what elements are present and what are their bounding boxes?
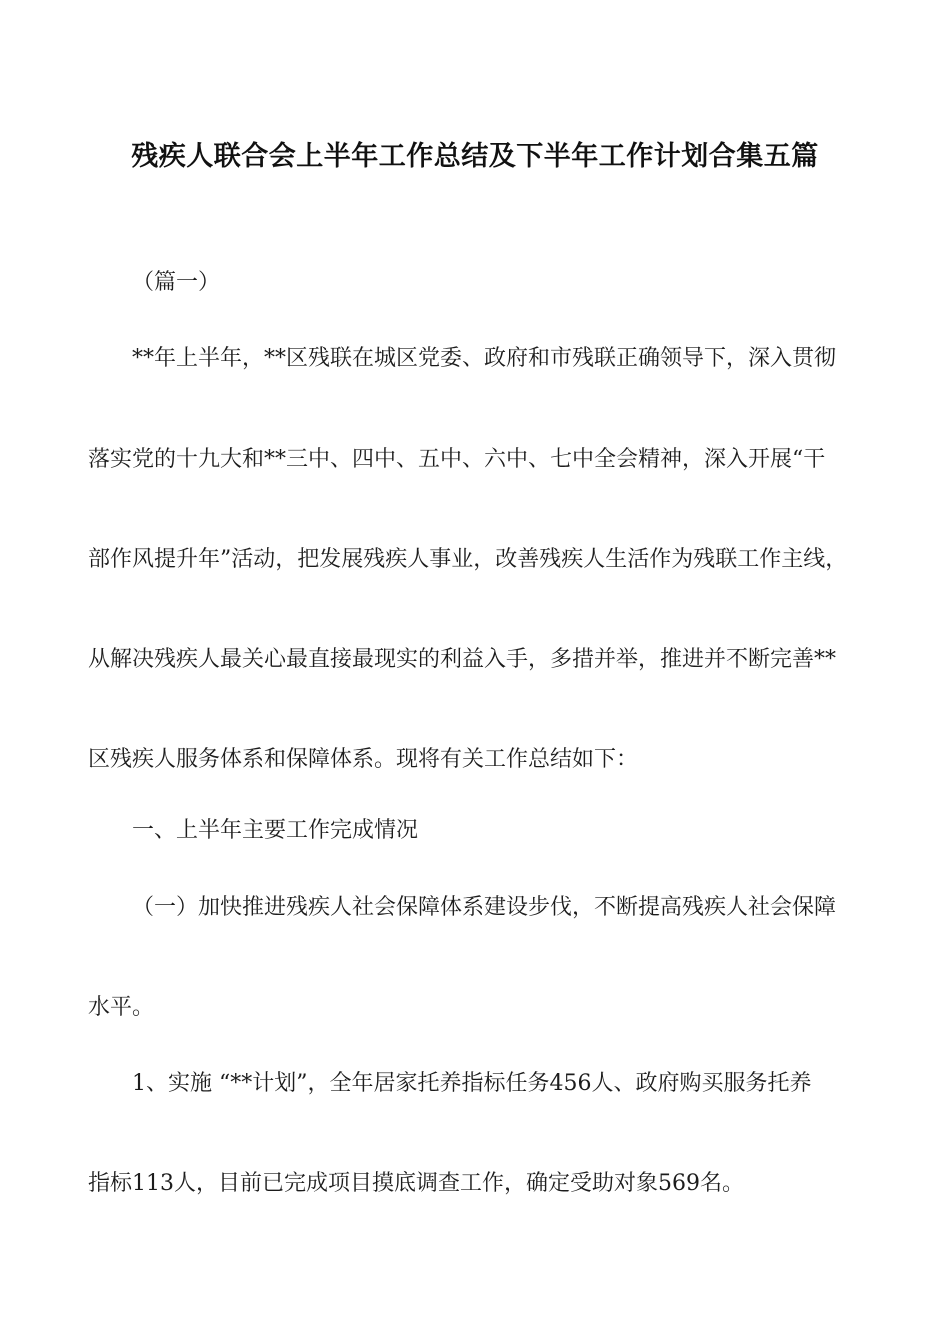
- list-item-line: 指标113人，目前已完成项目摸底调查工作，确定受助对象569名。: [88, 1171, 744, 1196]
- document-title: 残疾人联合会上半年工作总结及下半年工作计划合集五篇: [131, 141, 819, 172]
- paragraph-line: 部作风提升年”活动，把发展残疾人事业，改善残疾人生活作为残联工作主线，: [88, 547, 848, 572]
- subsection-heading-continued: 水平。: [88, 995, 155, 1020]
- list-item-line: 1、实施 “**计划”，全年居家托养指标任务456人、政府购买服务托养: [132, 1071, 812, 1096]
- paragraph-line: **年上半年，**区残联在城区党委、政府和市残联正确领导下，深入贯彻: [132, 346, 837, 371]
- section-label: （篇一）: [132, 270, 221, 295]
- paragraph-line: 区残疾人服务体系和保障体系。现将有关工作总结如下：: [88, 747, 639, 772]
- section-heading: 一、上半年主要工作完成情况: [132, 818, 419, 843]
- paragraph-line: 落实党的十九大和**三中、四中、五中、六中、七中全会精神，深入开展“干: [88, 447, 826, 472]
- subsection-heading: （一）加快推进残疾人社会保障体系建设步伐，不断提高残疾人社会保障: [132, 895, 837, 920]
- paragraph-line: 从解决残疾人最关心最直接最现实的利益入手，多措并举，推进并不断完善**: [88, 647, 837, 672]
